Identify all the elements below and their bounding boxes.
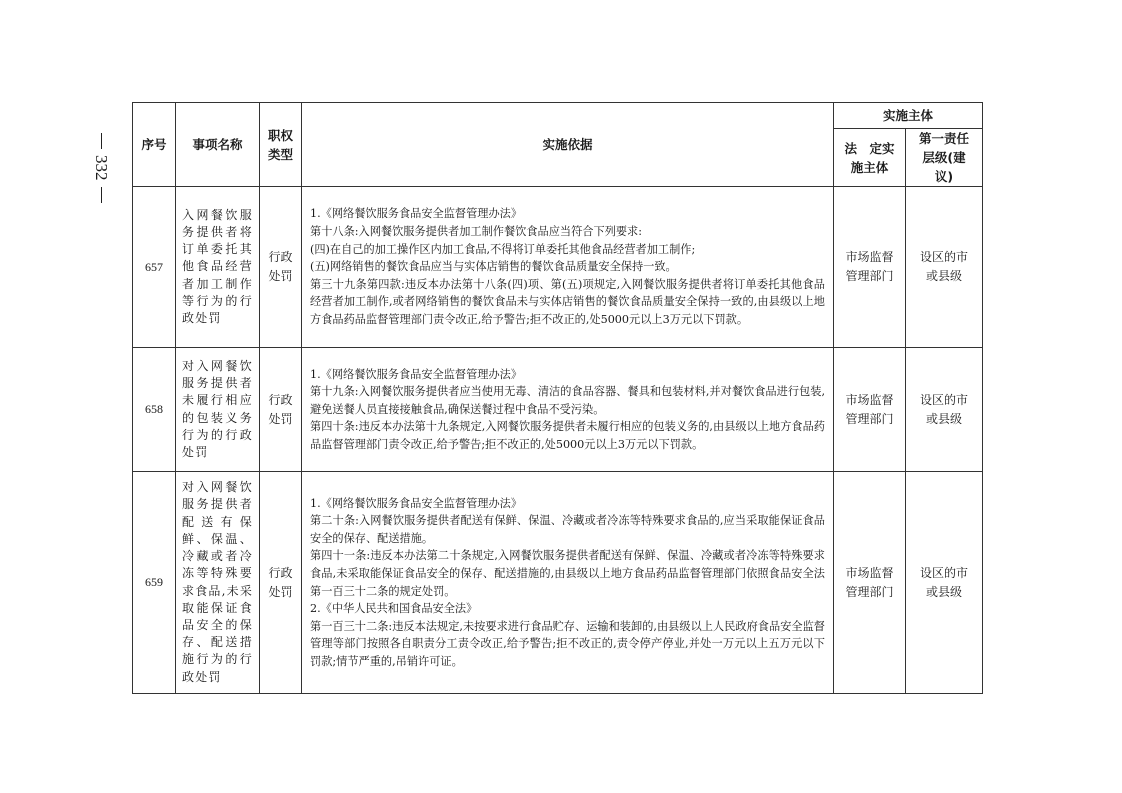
authority-type: 行政处罚 [260, 348, 302, 472]
table-row [133, 187, 983, 348]
row-number: 658 [133, 348, 176, 472]
first-responsible-level: 设区的市或县级 [906, 472, 983, 694]
table-row [133, 348, 983, 472]
legal-subject: 市场监督管理部门 [834, 472, 906, 694]
document-table [132, 102, 983, 694]
header-subject: 实施主体 [834, 103, 983, 129]
header-authority-type: 职权类型 [260, 103, 302, 187]
item-name: 入网餐饮服务提供者将订单委托其他食品经营者加工制作等行为的行政处罚 [176, 187, 260, 348]
item-name: 对入网餐饮服务提供者配送有保鲜、保温、冷藏或者冷冻等特殊要求食品,未采取能保证食品安全的保存、配送措施行为的行政处罚 [176, 472, 260, 694]
implementation-basis [302, 472, 834, 694]
header-legal-subject: 法 定实施主体 [834, 129, 906, 187]
first-responsible-level: 设区的市或县级 [906, 187, 983, 348]
page-number-text: 332 [92, 155, 111, 181]
item-name: 对入网餐饮服务提供者未履行相应的包装义务行为的行政处罚 [176, 348, 260, 472]
header-name: 事项名称 [176, 103, 260, 187]
first-responsible-level: 设区的市或县级 [906, 348, 983, 472]
authority-type: 行政处罚 [260, 472, 302, 694]
basis-paragraph: 1.《网络餐饮服务食品安全监督管理办法》 [310, 207, 523, 221]
basis-paragraph: 第四十一条:违反本办法第二十条规定,入网餐饮服务提供者配送有保鲜、保温、冷藏或者冷冻等特殊要求食品,未采取能保证食品安全的保存、配送措施的,由县级以上地方食品药品监督管理部门依照食品安全法第一百三十二条的规定处罚。 [310, 549, 825, 598]
row-number: 659 [133, 472, 176, 694]
page-number-dash-bottom [101, 187, 102, 203]
basis-paragraph: 第三十九条第四款:违反本办法第十八条(四)项、第(五)项规定,入网餐饮服务提供者将订单委托其他食品经营者加工制作,或者网络销售的餐饮食品未与实体店销售的餐饮食品质量安全保持一致的,由县级以上地方食品药品监督管理部门责令改正,给予警告;拒不改正的,处5000元以上3万元以下罚款。 [310, 277, 825, 326]
basis-paragraph: 1.《网络餐饮服务食品安全监督管理办法》 [310, 496, 523, 510]
basis-paragraph: (四)在自己的加工操作区内加工食品,不得将订单委托其他食品经营者加工制作; [310, 242, 696, 256]
header-first-level: 第一责任层级(建议) [906, 129, 983, 187]
basis-paragraph: 1.《网络餐饮服务食品安全监督管理办法》 [310, 367, 523, 381]
basis-paragraph: 第四十条:违反本办法第十九条规定,入网餐饮服务提供者未履行相应的包装义务的,由县级以上地方食品药品监督管理部门责令改正,给予警告;拒不改正的,处5000元以上3万元以下罚款。 [310, 420, 825, 451]
table-body [133, 187, 983, 694]
authority-type: 行政处罚 [260, 187, 302, 348]
table-header [133, 103, 983, 187]
basis-paragraph: 第十八条:入网餐饮服务提供者加工制作餐饮食品应当符合下列要求: [310, 225, 642, 239]
header-no: 序号 [133, 103, 176, 187]
page-number-dash-top [101, 133, 102, 149]
basis-paragraph: 第二十条:入网餐饮服务提供者配送有保鲜、保温、冷藏或者冷冻等特殊要求食品的,应当采取能保证食品安全的保存、配送措施。 [310, 514, 825, 545]
basis-paragraph: (五)网络销售的餐饮食品应当与实体店销售的餐饮食品质量安全保持一致。 [310, 260, 677, 274]
basis-paragraph: 第十九条:入网餐饮服务提供者应当使用无毒、清洁的食品容器、餐具和包装材料,并对餐饮食品进行包装,避免送餐人员直接接触食品,确保送餐过程中食品不受污染。 [310, 385, 825, 416]
implementation-basis [302, 187, 834, 348]
legal-subject: 市场监督管理部门 [834, 187, 906, 348]
table-row [133, 472, 983, 694]
basis-paragraph: 2.《中华人民共和国食品安全法》 [310, 602, 478, 616]
basis-paragraph: 第一百三十二条:违反本法规定,未按要求进行食品贮存、运输和装卸的,由县级以上人民政府食品安全监督管理等部门按照各自职责分工责令改正,给予警告;拒不改正的,责令停产停业,并处一万元以上五万元以下罚款;情节严重的,吊销许可证。 [310, 619, 825, 668]
implementation-basis [302, 348, 834, 472]
header-basis: 实施依据 [302, 103, 834, 187]
page-number [88, 118, 114, 218]
legal-subject: 市场监督管理部门 [834, 348, 906, 472]
row-number: 657 [133, 187, 176, 348]
